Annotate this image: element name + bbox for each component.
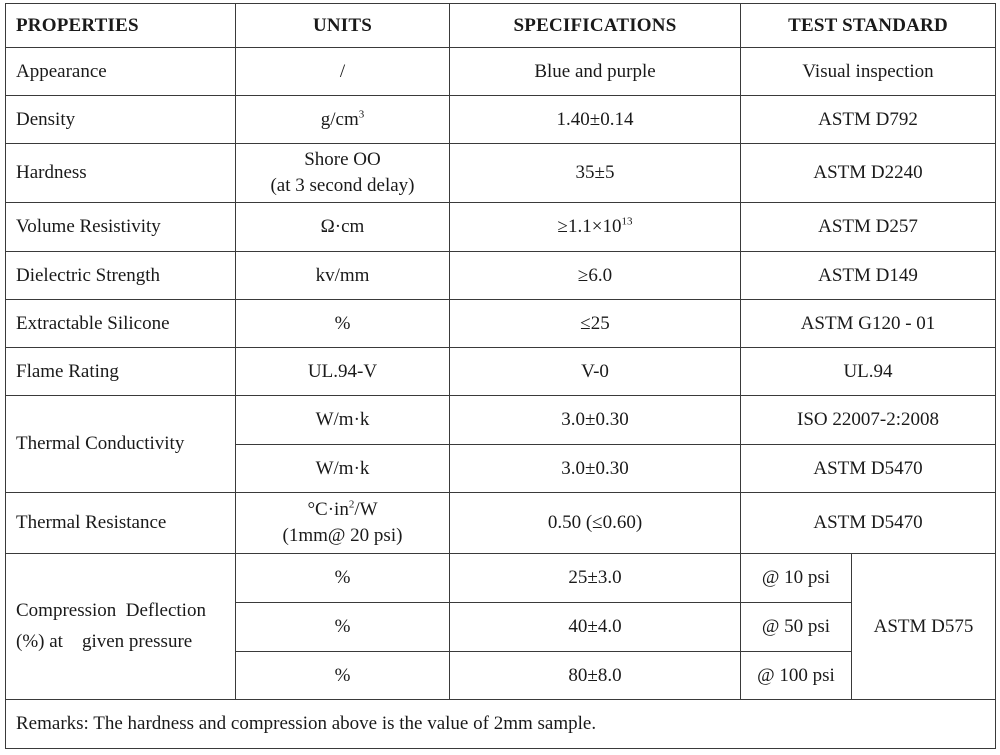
pressure-cell: @ 100 psi [741, 652, 852, 700]
unit-base: g/cm [320, 108, 359, 130]
spec-cell: 3.0±0.30 [450, 445, 741, 493]
table-row [6, 554, 996, 603]
unit-cell: % [236, 603, 450, 652]
property-cell: Appearance [6, 48, 236, 96]
pressure-cell: @ 50 psi [741, 603, 852, 652]
table-row [6, 348, 996, 396]
spec-cell: 0.50 (≤0.60) [450, 493, 741, 554]
table-row [6, 252, 996, 300]
property-cell: Flame Rating [6, 348, 236, 396]
property-cell: Dielectric Strength [6, 252, 236, 300]
pressure-cell: @ 10 psi [741, 554, 852, 603]
standard-cell: ASTM D792 [741, 96, 996, 144]
standard-cell: ASTM G120 - 01 [741, 300, 996, 348]
table-row [6, 48, 996, 96]
standard-cell: ASTM D257 [741, 203, 996, 252]
property-cell: Hardness [6, 144, 236, 203]
unit-part: /W [354, 499, 378, 521]
unit-cell: % [236, 300, 450, 348]
property-line: Compression Deflection [16, 600, 206, 622]
header-units: UNITS [236, 4, 450, 48]
standard-cell: ISO 22007-2:2008 [741, 396, 996, 445]
standard-cell: ASTM D5470 [741, 445, 996, 493]
table-row [6, 144, 996, 203]
standard-cell: UL.94 [741, 348, 996, 396]
unit-cell [236, 96, 450, 144]
header-specifications: SPECIFICATIONS [450, 4, 741, 48]
table-row [6, 493, 996, 554]
property-cell: Thermal Conductivity [6, 396, 236, 493]
spec-cell: 35±5 [450, 144, 741, 203]
unit-superscript: 2 [348, 499, 355, 512]
unit-part: °C·in [307, 499, 349, 521]
table-row [6, 203, 996, 252]
standard-cell: ASTM D2240 [741, 144, 996, 203]
spec-cell: 1.40±0.14 [450, 96, 741, 144]
unit-cell: kv/mm [236, 252, 450, 300]
unit-cell: Ω·cm [236, 203, 450, 252]
unit-cell [236, 493, 450, 554]
header-properties: PROPERTIES [6, 4, 236, 48]
spec-cell: 40±4.0 [450, 603, 741, 652]
spec-cell: 25±3.0 [450, 554, 741, 603]
table-row [6, 300, 996, 348]
spec-cell: Blue and purple [450, 48, 741, 96]
specifications-table [5, 3, 996, 749]
unit-line [236, 497, 449, 523]
header-test-standard: TEST STANDARD [741, 4, 996, 48]
standard-cell: ASTM D575 [852, 554, 996, 700]
unit-cell: UL.94-V [236, 348, 450, 396]
spec-cell: 3.0±0.30 [450, 396, 741, 445]
property-cell: Density [6, 96, 236, 144]
unit-line: Shore OO [304, 149, 381, 171]
unit-cell: % [236, 554, 450, 603]
spec-cell: 80±8.0 [450, 652, 741, 700]
unit-cell: / [236, 48, 450, 96]
spec-base: ≥1.1×10 [557, 216, 622, 238]
remarks-text: Remarks: The hardness and compression above is the value of 2mm sample. [6, 700, 996, 749]
spec-cell: ≤25 [450, 300, 741, 348]
remarks-row [6, 700, 996, 749]
table-row [6, 96, 996, 144]
property-cell [6, 554, 236, 700]
standard-cell: Visual inspection [741, 48, 996, 96]
unit-line: (at 3 second delay) [270, 175, 415, 196]
unit-cell [236, 144, 450, 203]
spec-cell [450, 203, 741, 252]
unit-cell: W/m·k [236, 445, 450, 493]
standard-cell: ASTM D5470 [741, 493, 996, 554]
property-cell: Thermal Resistance [6, 493, 236, 554]
unit-cell: W/m·k [236, 396, 450, 445]
header-row [6, 4, 996, 48]
property-cell: Volume Resistivity [6, 203, 236, 252]
spec-cell: ≥6.0 [450, 252, 741, 300]
unit-cell: % [236, 652, 450, 700]
unit-line: (1mm@ 20 psi) [282, 525, 403, 546]
spec-cell: V-0 [450, 348, 741, 396]
standard-cell: ASTM D149 [741, 252, 996, 300]
spec-superscript: 13 [621, 215, 633, 228]
property-cell: Extractable Silicone [6, 300, 236, 348]
table-row [6, 396, 996, 445]
unit-superscript: 3 [358, 108, 365, 121]
property-line: (%) at given pressure [16, 630, 193, 652]
